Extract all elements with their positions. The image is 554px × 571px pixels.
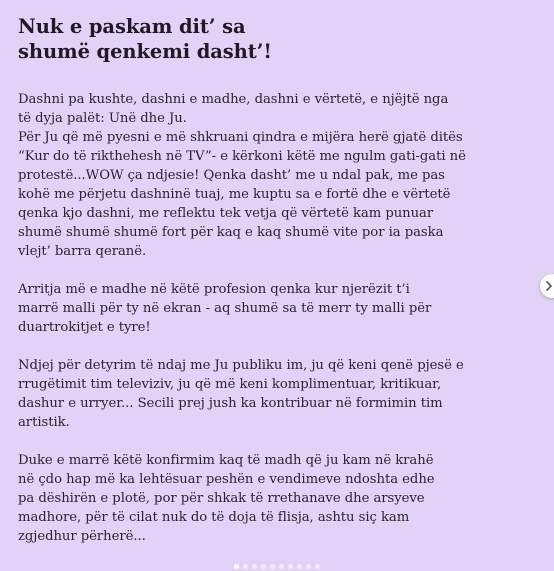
text-line: Arritja më e madhe në këtë profesion qenka kur njerëzit t’i	[18, 282, 410, 297]
text-line: kohë me përjetu dashninë tuaj, me kuptu sa e fortë dhe e vërtetë	[18, 187, 451, 202]
text-line: shumë shumë shumë fort për kaq e kaq shumë vite por ia paska	[18, 225, 444, 240]
post-title	[18, 14, 532, 64]
paragraph-4	[18, 451, 532, 546]
carousel-dot	[270, 564, 275, 569]
carousel-dot	[261, 564, 266, 569]
carousel-dot	[252, 564, 257, 569]
text-line: Duke e marrë këtë konfirmim kaq të madh që ju kam në krahë	[18, 453, 434, 468]
text-line: zgjedhur përherë...	[18, 529, 146, 544]
text-line: vlejt’ barra qeranë.	[18, 244, 147, 259]
text-line: pa dëshirën e plotë, por për shkak të rrethanave dhe arsyeve	[18, 491, 425, 506]
paragraph-1	[18, 90, 532, 261]
text-line: madhore, për të cilat nuk do të doja të flisja, ashtu siç kam	[18, 510, 410, 525]
carousel-dot	[279, 564, 284, 569]
text-line: artistik.	[18, 415, 70, 430]
carousel-dot	[288, 564, 293, 569]
text-line: Dashni pa kushte, dashni e madhe, dashni e vërtetë, e njëjtë nga	[18, 92, 449, 107]
carousel-dot	[243, 564, 248, 569]
text-line: rrugëtimit tim televiziv, ju që më keni komplimentuar, kritikuar,	[18, 377, 442, 392]
post-title-line: shumë qenkemi dasht’!	[18, 40, 272, 63]
carousel-dot	[297, 564, 302, 569]
carousel-dot	[315, 564, 320, 569]
text-line: qenka kjo dashni, me reflektu tek vetja që vërtetë kam punuar	[18, 206, 434, 221]
text-line: duartrokitjet e tyre!	[18, 320, 151, 335]
text-line: të dyja palët: Unë dhe Ju.	[18, 111, 187, 126]
paragraph-3	[18, 356, 532, 432]
paragraph-2	[18, 280, 532, 337]
post-title-line: Nuk e paskam dit’ sa	[18, 15, 246, 38]
text-line: “Kur do të rikthehesh në TV”- e kërkoni këtë me ngulm gati-gati në	[18, 149, 466, 164]
text-line: Për Ju që më pyesni e më shkruani qindra e mijëra herë gjatë ditës	[18, 130, 463, 145]
text-line: në çdo hap më ka lehtësuar peshën e vendimeve ndoshta edhe	[18, 472, 435, 487]
text-line: protestë...WOW ça ndjesie! Qenka dasht’ me u ndal pak, me pas	[18, 168, 445, 183]
chevron-right-icon	[545, 281, 553, 291]
text-line: Ndjej për detyrim të ndaj me Ju publiku im, ju që keni qenë pjesë e	[18, 358, 464, 373]
carousel-dot	[234, 564, 239, 569]
text-line: dashur e urryer... Secili prej jush ka kontribuar në formimin tim	[18, 396, 443, 411]
carousel-dot	[306, 564, 311, 569]
text-line: marrë malli për ty në ekran - aq shumë sa të merr ty malli për	[18, 301, 432, 316]
carousel-pagination	[0, 564, 554, 570]
